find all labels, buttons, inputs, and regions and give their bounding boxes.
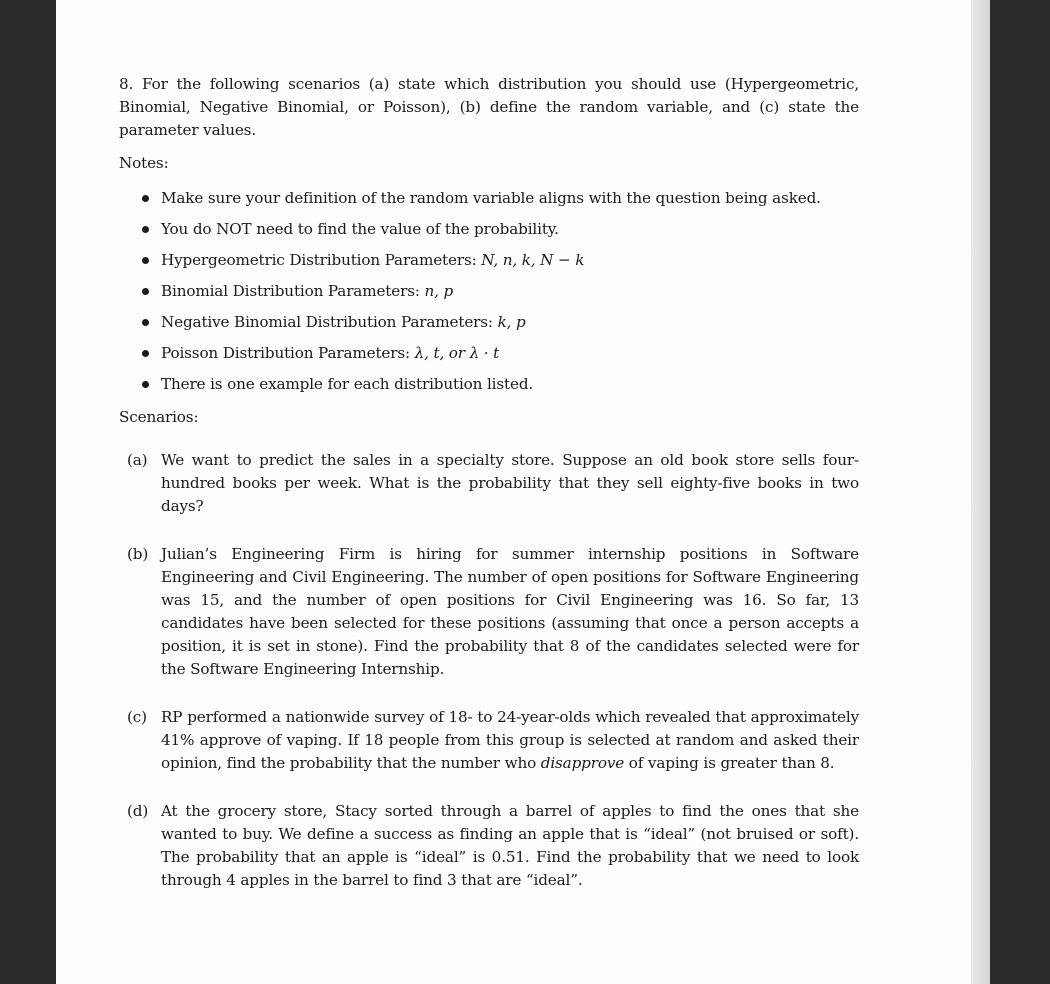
bullet-icon [142,226,149,233]
note-math: n, p [424,282,454,300]
scenarios-list [119,449,859,892]
note-text: There is one example for each distribution listed. [161,375,534,393]
note-text: Poisson Distribution Parameters: [161,344,415,362]
scenario-text: Julian’s Engineering Firm is hiring for summer internship positions in Software Engineering and Civil Engineering. The number of open positions for Software Engineering was 15, and the number of open positions for Civil Engineering was 16. So far, 13 candidates have been selected for these positions (assuming that once a person accepts a position, it is set in stone). Find the probability that 8 of the candidates selected were for the Software Engineering Internship. [161,545,859,678]
scenario-text: At the grocery store, Stacy sorted through a barrel of apples to find the ones that she wanted to buy. We define a success as finding an apple that is “ideal” (not bruised or soft). The probability that an apple is “ideal” is 0.51. Find the probability that we need to look through 4 apples in the barrel to find 3 that are “ideal”. [161,802,859,889]
scenario-label: (c) [127,708,147,726]
question-text: For the following scenarios (a) state which distribution you should use (Hypergeometric, Binomial, Negative Binomial, or Poisson), (b) define the random variable, and (c) state the parameter values. [119,75,859,139]
note-text: Binomial Distribution Parameters: [161,282,425,300]
bullet-icon [142,288,149,295]
note-math: λ, t, or λ · t [414,344,500,362]
scenario-label: (d) [127,802,149,820]
page-edge [971,0,990,984]
note-item [142,311,859,334]
scenario-d [119,800,859,892]
bullet-icon [142,195,149,202]
question-number: 8. [119,75,134,93]
scenario-b [119,543,859,681]
note-math: k, p [497,313,526,331]
scenario-c [119,706,859,775]
notes-label: Notes: [119,154,169,172]
scenario-a [119,449,859,518]
scenario-text-after: of vaping is greater than 8. [624,754,835,772]
note-item [142,249,859,272]
note-item [142,218,859,241]
note-item [142,280,859,303]
bullet-icon [142,257,149,264]
notes-list [119,187,859,396]
note-text: Negative Binomial Distribution Parameters: [161,313,498,331]
bullet-icon [142,381,149,388]
scenario-text-before: RP performed a nationwide survey of 18- to 24-year-olds which revealed that approximately 41% approve of vaping. If 18 people from this group is selected at random and asked their opinion, find the probability that the number who [161,708,859,772]
scenario-label: (b) [127,545,149,563]
scenarios-label: Scenarios: [119,408,199,426]
question-block [119,73,859,892]
note-text: You do NOT need to find the value of the probability. [161,220,559,238]
note-math: N, n, k, N − k [481,251,585,269]
scenario-text: We want to predict the sales in a specialty store. Suppose an old book store sells four-hundred books per week. What is the probability that they sell eighty-five books in two days? [161,451,859,515]
bullet-icon [142,350,149,357]
document-page [56,0,971,984]
right-frame [990,0,1050,984]
bullet-icon [142,319,149,326]
note-text: Make sure your definition of the random variable aligns with the question being asked. [161,189,821,207]
scenario-label: (a) [127,451,148,469]
note-text: Hypergeometric Distribution Parameters: [161,251,482,269]
left-frame [0,0,56,984]
scenario-emphasis: disapprove [540,754,625,772]
note-item [142,342,859,365]
question-intro [119,73,859,142]
note-item [142,373,859,396]
note-item [142,187,859,210]
